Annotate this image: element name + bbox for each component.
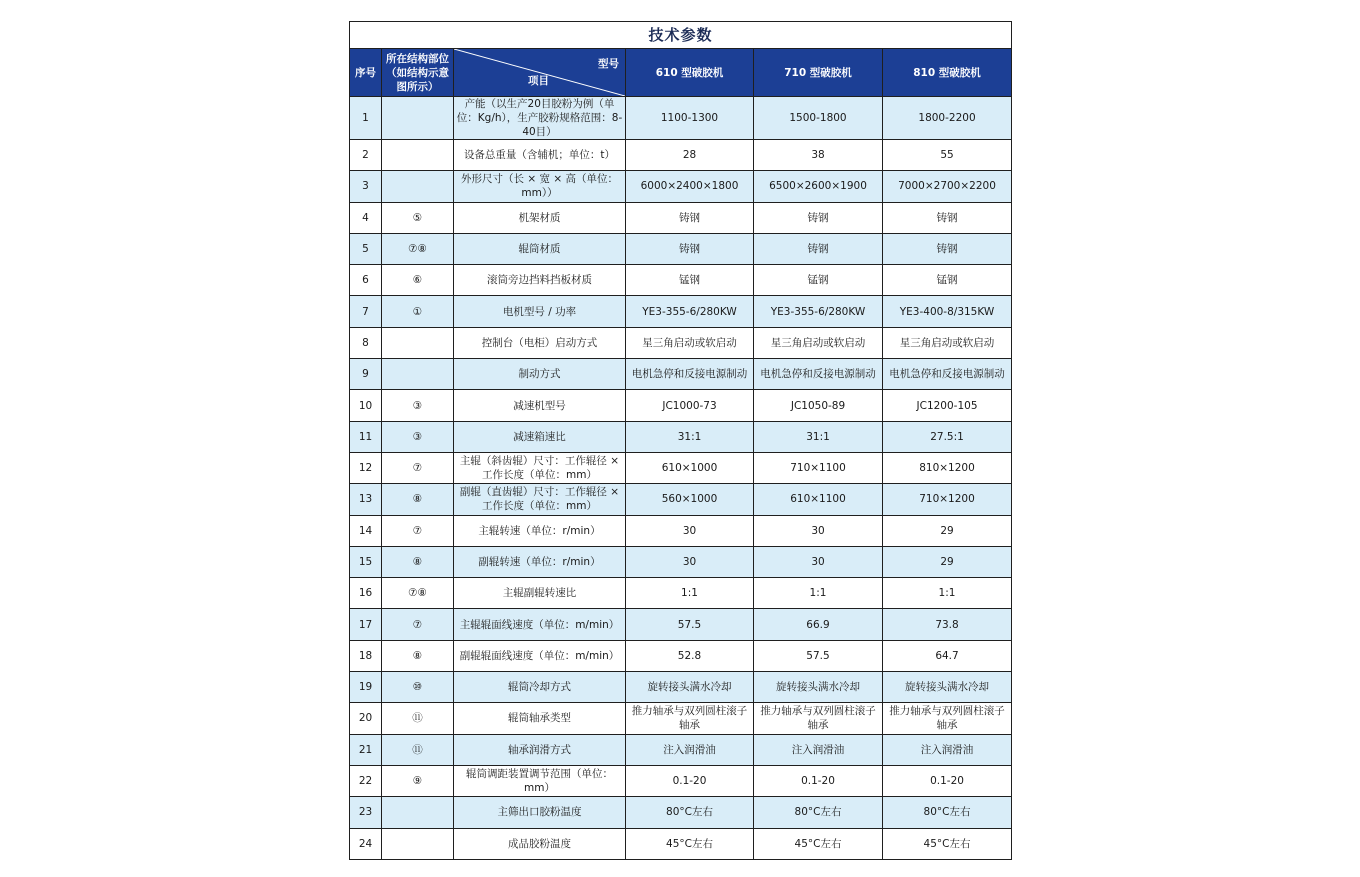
row-item: 主辊转速（单位：r/min） — [454, 515, 626, 546]
row-value-610: 锰钢 — [626, 265, 754, 296]
row-value-810: 80°C左右 — [883, 797, 1012, 828]
row-position: ⑩ — [382, 672, 454, 703]
row-number: 10 — [350, 390, 382, 421]
row-position: ⑧ — [382, 546, 454, 577]
row-item: 副辊辊面线速度（单位：m/min） — [454, 640, 626, 671]
row-number: 3 — [350, 171, 382, 202]
row-value-810: 810×1200 — [883, 452, 1012, 483]
row-value-710: 星三角启动或软启动 — [754, 327, 883, 358]
row-number: 21 — [350, 734, 382, 765]
row-item: 减速箱速比 — [454, 421, 626, 452]
row-position: ⑨ — [382, 765, 454, 796]
row-number: 13 — [350, 484, 382, 515]
row-value-610: 52.8 — [626, 640, 754, 671]
row-number: 5 — [350, 233, 382, 264]
row-value-710: 0.1-20 — [754, 765, 883, 796]
row-number: 1 — [350, 97, 382, 140]
row-item: 辊筒冷却方式 — [454, 672, 626, 703]
row-position: ⑧ — [382, 640, 454, 671]
table-row — [350, 640, 1012, 671]
row-value-710: 1:1 — [754, 578, 883, 609]
row-value-610: JC1000-73 — [626, 390, 754, 421]
header-item-label: 项目 — [528, 75, 549, 87]
row-value-610: 560×1000 — [626, 484, 754, 515]
table-row — [350, 515, 1012, 546]
row-number: 6 — [350, 265, 382, 296]
row-position: ⑪ — [382, 703, 454, 734]
table-row — [350, 609, 1012, 640]
row-item: 副辊（直齿辊）尺寸：工作辊径 × 工作长度（单位：mm） — [454, 484, 626, 515]
row-item: 辊筒轴承类型 — [454, 703, 626, 734]
row-value-610: 30 — [626, 546, 754, 577]
row-item: 成品胶粉温度 — [454, 828, 626, 859]
row-number: 7 — [350, 296, 382, 327]
row-value-710: 710×1100 — [754, 452, 883, 483]
row-value-710: 电机急停和反接电源制动 — [754, 359, 883, 390]
row-number: 4 — [350, 202, 382, 233]
row-value-810: 45°C左右 — [883, 828, 1012, 859]
header-model-710: 710 型破胶机 — [754, 49, 883, 97]
row-value-810: 29 — [883, 515, 1012, 546]
row-value-610: 1:1 — [626, 578, 754, 609]
table-row — [350, 265, 1012, 296]
row-value-710: 30 — [754, 546, 883, 577]
row-position: ⑧ — [382, 484, 454, 515]
row-value-710: YE3-355-6/280KW — [754, 296, 883, 327]
row-value-610: 31:1 — [626, 421, 754, 452]
table-row — [350, 765, 1012, 796]
header-model-810: 810 型破胶机 — [883, 49, 1012, 97]
row-position: ⑤ — [382, 202, 454, 233]
table-row — [350, 171, 1012, 202]
row-position — [382, 140, 454, 171]
row-value-610: YE3-355-6/280KW — [626, 296, 754, 327]
row-value-610: 旋转接头满水冷却 — [626, 672, 754, 703]
row-item: 主辊辊面线速度（单位：m/min） — [454, 609, 626, 640]
row-value-710: 31:1 — [754, 421, 883, 452]
row-value-710: 80°C左右 — [754, 797, 883, 828]
row-item: 控制台（电柜）启动方式 — [454, 327, 626, 358]
row-value-710: 铸钢 — [754, 202, 883, 233]
row-position: ① — [382, 296, 454, 327]
table-row — [350, 421, 1012, 452]
row-value-610: 57.5 — [626, 609, 754, 640]
row-item: 设备总重量（含辅机；单位：t） — [454, 140, 626, 171]
table-row — [350, 672, 1012, 703]
row-value-710: 推力轴承与双列圆柱滚子轴承 — [754, 703, 883, 734]
row-number: 24 — [350, 828, 382, 859]
row-value-710: JC1050-89 — [754, 390, 883, 421]
row-position: ⑦ — [382, 452, 454, 483]
row-number: 2 — [350, 140, 382, 171]
table-row — [350, 327, 1012, 358]
row-value-810: 710×1200 — [883, 484, 1012, 515]
row-number: 15 — [350, 546, 382, 577]
row-position: ⑪ — [382, 734, 454, 765]
row-value-610: 星三角启动或软启动 — [626, 327, 754, 358]
row-item: 辊筒材质 — [454, 233, 626, 264]
row-item: 主辊副辊转速比 — [454, 578, 626, 609]
table-row — [350, 734, 1012, 765]
row-value-610: 610×1000 — [626, 452, 754, 483]
table-row — [350, 797, 1012, 828]
row-item: 减速机型号 — [454, 390, 626, 421]
row-number: 12 — [350, 452, 382, 483]
row-value-610: 0.1-20 — [626, 765, 754, 796]
row-value-710: 旋转接头满水冷却 — [754, 672, 883, 703]
table-row — [350, 296, 1012, 327]
row-position: ⑥ — [382, 265, 454, 296]
row-value-610: 注入润滑油 — [626, 734, 754, 765]
row-number: 23 — [350, 797, 382, 828]
table-row — [350, 97, 1012, 140]
row-value-610: 6000×2400×1800 — [626, 171, 754, 202]
row-number: 8 — [350, 327, 382, 358]
row-position: ③ — [382, 390, 454, 421]
row-position — [382, 828, 454, 859]
row-value-610: 28 — [626, 140, 754, 171]
row-value-810: 29 — [883, 546, 1012, 577]
row-position — [382, 797, 454, 828]
row-number: 20 — [350, 703, 382, 734]
row-item: 滚筒旁边挡料挡板材质 — [454, 265, 626, 296]
row-value-810: 旋转接头满水冷却 — [883, 672, 1012, 703]
row-item: 制动方式 — [454, 359, 626, 390]
row-position — [382, 359, 454, 390]
row-value-610: 45°C左右 — [626, 828, 754, 859]
tech-params-table — [349, 21, 1012, 860]
row-value-810: 铸钢 — [883, 233, 1012, 264]
header-model-item — [454, 49, 626, 97]
row-value-810: 73.8 — [883, 609, 1012, 640]
row-number: 11 — [350, 421, 382, 452]
table-row — [350, 452, 1012, 483]
row-value-810: 64.7 — [883, 640, 1012, 671]
row-number: 14 — [350, 515, 382, 546]
table-row — [350, 828, 1012, 859]
row-item: 副辊转速（单位：r/min） — [454, 546, 626, 577]
table-row — [350, 546, 1012, 577]
row-value-810: 1800-2200 — [883, 97, 1012, 140]
row-value-810: 0.1-20 — [883, 765, 1012, 796]
row-value-810: JC1200-105 — [883, 390, 1012, 421]
row-item: 机架材质 — [454, 202, 626, 233]
row-value-710: 57.5 — [754, 640, 883, 671]
row-value-610: 铸钢 — [626, 233, 754, 264]
header-model-label: 型号 — [598, 58, 619, 70]
row-item: 轴承润滑方式 — [454, 734, 626, 765]
header-position: 所在结构部位（如结构示意图所示） — [382, 49, 454, 97]
row-position: ③ — [382, 421, 454, 452]
row-position — [382, 97, 454, 140]
row-value-710: 锰钢 — [754, 265, 883, 296]
row-item: 产能（以生产20目胶粉为例（单位：Kg/h），生产胶粉规格范围：8-40目） — [454, 97, 626, 140]
row-item: 主筛出口胶粉温度 — [454, 797, 626, 828]
table-row — [350, 390, 1012, 421]
table-body — [350, 97, 1012, 860]
row-item: 辊筒调距装置调节范围（单位：mm） — [454, 765, 626, 796]
row-position: ⑦⑧ — [382, 578, 454, 609]
row-value-810: 27.5:1 — [883, 421, 1012, 452]
row-value-710: 注入润滑油 — [754, 734, 883, 765]
row-item: 外形尺寸（长 × 宽 × 高（单位：mm）） — [454, 171, 626, 202]
header-seq: 序号 — [350, 49, 382, 97]
row-number: 22 — [350, 765, 382, 796]
header-model-610: 610 型破胶机 — [626, 49, 754, 97]
row-position: ⑦⑧ — [382, 233, 454, 264]
row-value-810: 注入润滑油 — [883, 734, 1012, 765]
row-value-810: 推力轴承与双列圆柱滚子轴承 — [883, 703, 1012, 734]
table-row — [350, 359, 1012, 390]
row-value-710: 66.9 — [754, 609, 883, 640]
row-value-710: 1500-1800 — [754, 97, 883, 140]
row-value-810: 铸钢 — [883, 202, 1012, 233]
row-value-810: 星三角启动或软启动 — [883, 327, 1012, 358]
row-value-710: 38 — [754, 140, 883, 171]
row-value-710: 610×1100 — [754, 484, 883, 515]
row-number: 9 — [350, 359, 382, 390]
row-value-810: 55 — [883, 140, 1012, 171]
table-row — [350, 140, 1012, 171]
row-number: 16 — [350, 578, 382, 609]
tech-params-sheet — [349, 21, 1011, 860]
row-value-810: 1:1 — [883, 578, 1012, 609]
row-value-710: 30 — [754, 515, 883, 546]
row-value-810: 电机急停和反接电源制动 — [883, 359, 1012, 390]
table-row — [350, 578, 1012, 609]
table-title: 技术参数 — [350, 22, 1012, 49]
row-value-710: 6500×2600×1900 — [754, 171, 883, 202]
row-value-610: 80°C左右 — [626, 797, 754, 828]
header-row — [350, 49, 1012, 97]
row-value-610: 推力轴承与双列圆柱滚子轴承 — [626, 703, 754, 734]
row-number: 17 — [350, 609, 382, 640]
row-value-610: 铸钢 — [626, 202, 754, 233]
row-item: 电机型号 / 功率 — [454, 296, 626, 327]
row-value-810: YE3-400-8/315KW — [883, 296, 1012, 327]
table-row — [350, 703, 1012, 734]
row-item: 主辊（斜齿辊）尺寸：工作辊径 × 工作长度（单位：mm） — [454, 452, 626, 483]
row-value-610: 1100-1300 — [626, 97, 754, 140]
row-number: 19 — [350, 672, 382, 703]
row-position: ⑦ — [382, 515, 454, 546]
table-row — [350, 233, 1012, 264]
row-value-610: 电机急停和反接电源制动 — [626, 359, 754, 390]
row-value-710: 45°C左右 — [754, 828, 883, 859]
table-row — [350, 484, 1012, 515]
row-position: ⑦ — [382, 609, 454, 640]
row-value-810: 锰钢 — [883, 265, 1012, 296]
row-value-610: 30 — [626, 515, 754, 546]
row-value-810: 7000×2700×2200 — [883, 171, 1012, 202]
table-row — [350, 202, 1012, 233]
row-number: 18 — [350, 640, 382, 671]
row-position — [382, 327, 454, 358]
row-position — [382, 171, 454, 202]
row-value-710: 铸钢 — [754, 233, 883, 264]
